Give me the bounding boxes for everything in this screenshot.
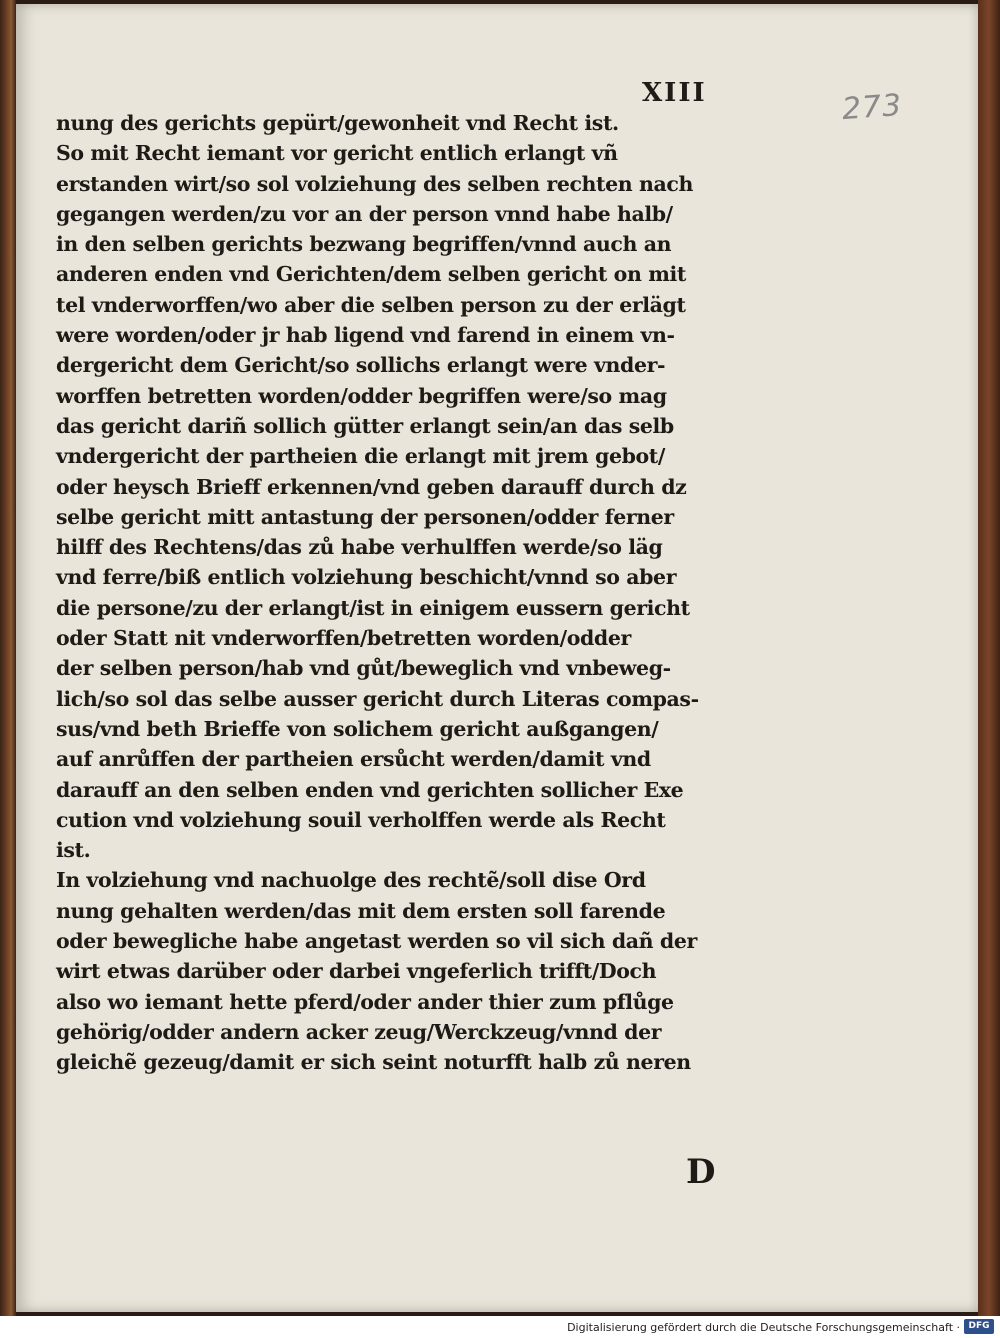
binding-left — [0, 0, 16, 1316]
text-line: darauff an den selben enden vnd gerichten sollicher Exe — [56, 777, 684, 802]
text-line: vndergericht der partheien die erlangt mit jrem gebot/ — [56, 444, 665, 469]
text-line: gehörig/odder andern acker zeug/Werckzeug/vnnd der — [56, 1019, 662, 1044]
book-page — [16, 4, 978, 1312]
binding-right — [978, 0, 1000, 1316]
text-line: der selben person/hab vnd gůt/beweglich vnd vnbeweg- — [56, 656, 671, 681]
text-line: selbe gericht mitt antastung der personen/odder ferner — [56, 504, 674, 529]
text-line: lich/so sol das selbe ausser gericht durch Literas compas- — [56, 686, 699, 711]
text-line: ist. — [56, 838, 91, 863]
folio-number: XIII — [642, 78, 707, 108]
footer-bar — [0, 1316, 1000, 1338]
text-line: sus/vnd beth Brieffe von solichem gericht außgangen/ — [56, 716, 659, 741]
text-line: oder bewegliche habe angetast werden so vil sich dañ der — [56, 929, 697, 954]
text-line: die persone/zu der erlangt/ist in einigem eussern gericht — [56, 595, 690, 620]
text-line: So mit Recht iemant vor gericht entlich erlangt vñ — [56, 141, 618, 166]
text-line: worffen betretten worden/odder begriffen were/so mag — [56, 383, 667, 408]
text-line: oder heysch Brieff erkennen/vnd geben darauff durch dz — [56, 474, 687, 499]
text-line: anderen enden vnd Gerichten/dem selben gericht on mit — [56, 262, 686, 287]
dfg-logo: DFG — [964, 1319, 994, 1334]
body-text — [56, 108, 786, 1078]
text-line: were worden/oder jr hab ligend vnd farend in einem vn- — [56, 323, 675, 348]
text-line: oder Statt nit vnderworffen/betretten worden/odder — [56, 626, 631, 651]
text-line: dergericht dem Gericht/so sollichs erlangt were vnder- — [56, 353, 666, 378]
pencil-page-number: 273 — [840, 87, 904, 128]
text-line: cution vnd volziehung souil verholffen werde als Recht — [56, 807, 666, 832]
text-line: erstanden wirt/so sol volziehung des selben rechten nach — [56, 171, 693, 196]
text-line: vnd ferre/biß entlich volziehung beschicht/vnnd so aber — [56, 565, 677, 590]
text-line: nung des gerichts gepürt/gewonheit vnd Recht ist. — [56, 111, 619, 135]
catchword: D — [686, 1152, 716, 1192]
text-line: tel vnderworffen/wo aber die selben person zu der erlägt — [56, 292, 686, 317]
text-line: also wo iemant hette pferd/oder ander thier zum pflůge — [56, 989, 674, 1014]
text-line: gleichẽ gezeug/damit er sich seint noturfft halb zů neren — [56, 1050, 691, 1075]
text-line: in den selben gerichts bezwang begriffen/vnnd auch an — [56, 232, 672, 257]
text-line: das gericht dariñ sollich gütter erlangt sein/an das selb — [56, 413, 674, 438]
text-line: In volziehung vnd nachuolge des rechtẽ/soll dise Ord — [56, 868, 646, 893]
text-line: hilff des Rechtens/das zů habe verhulffen werde/so läg — [56, 535, 663, 560]
text-line: nung gehalten werden/das mit dem ersten soll farende — [56, 898, 666, 923]
footer-credit: Digitalisierung gefördert durch die Deutsche Forschungsgemeinschaft · — [567, 1321, 960, 1334]
text-line: auf anrůffen der partheien ersůcht werden/damit vnd — [56, 747, 651, 772]
text-line: wirt etwas darüber oder darbei vngeferlich trifft/Doch — [56, 959, 657, 984]
text-line: gegangen werden/zu vor an der person vnnd habe halb/ — [56, 201, 673, 226]
